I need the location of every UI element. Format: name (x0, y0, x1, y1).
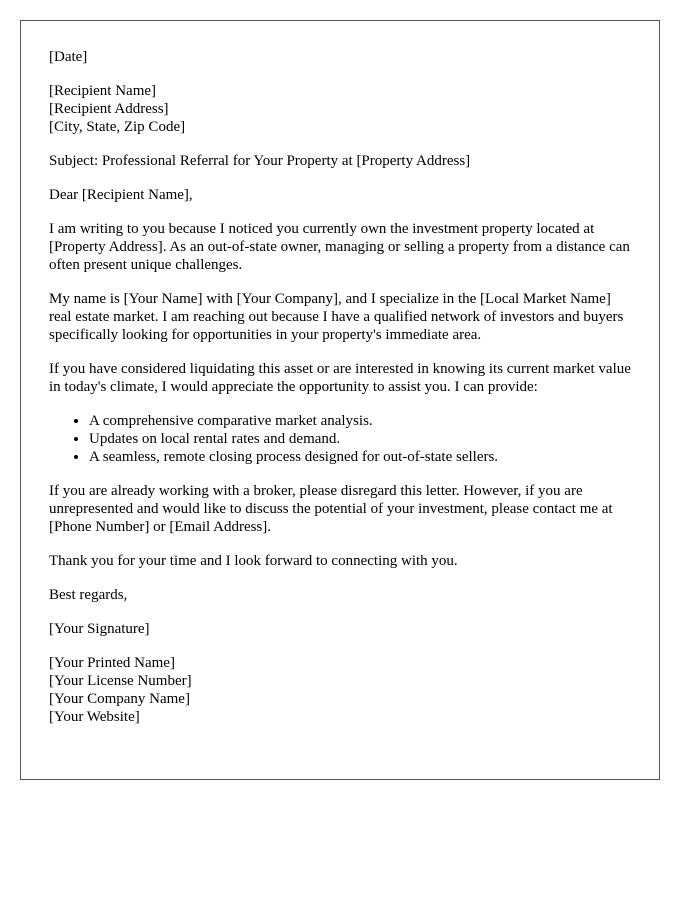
sender-printed-name: [Your Printed Name] (49, 655, 175, 671)
service-item: • A comprehensive comparative market analysis. (89, 412, 631, 430)
recipient-block (49, 82, 631, 136)
closing-paragraph: Thank you for your time and I look forward to connecting with you. (49, 553, 458, 569)
sender-website: [Your Website] (49, 709, 140, 725)
letter-date: [Date] (49, 49, 88, 65)
letter-subject: Subject: Professional Referral for Your Property at [Property Address] (49, 153, 471, 169)
service-item: • A seamless, remote closing process designed for out-of-state sellers. (89, 448, 631, 466)
sender-company-name: [Your Company Name] (49, 691, 190, 707)
letter-salutation: Dear [Recipient Name], (49, 187, 193, 203)
service-item: • Updates on local rental rates and demand. (89, 430, 631, 448)
closing-paragraph: If you are already working with a broker, please disregard this letter. However, if you are unrepresented and would like to discuss the potential of your investment, please contact me at [Phone Number] or [Email Address]. (49, 483, 613, 535)
body-paragraph: If you have considered liquidating this asset or are interested in knowing its current market value in today's climate, I would appreciate the opportunity to assist you. I can provide: (49, 361, 631, 395)
recipient-address: [Recipient Address] (49, 101, 169, 117)
recipient-name: [Recipient Name] (49, 83, 157, 99)
letter-page (20, 20, 660, 780)
services-list (49, 412, 631, 466)
body-paragraph: I am writing to you because I noticed you currently own the investment property located at [Property Address]. As an out-of-state owner, managing or selling a property from a distance can often present unique challenges. (49, 221, 630, 273)
sender-license-number: [Your License Number] (49, 673, 192, 689)
sign-off: Best regards, (49, 587, 128, 603)
recipient-city-state-zip: [City, State, Zip Code] (49, 119, 186, 135)
sender-block (49, 654, 631, 726)
signature: [Your Signature] (49, 621, 150, 637)
body-paragraph: My name is [Your Name] with [Your Company], and I specialize in the [Local Market Name] real estate market. I am reaching out because I have a qualified network of investors and buyers specifically looking for opportunities in your property's immediate area. (49, 291, 624, 343)
